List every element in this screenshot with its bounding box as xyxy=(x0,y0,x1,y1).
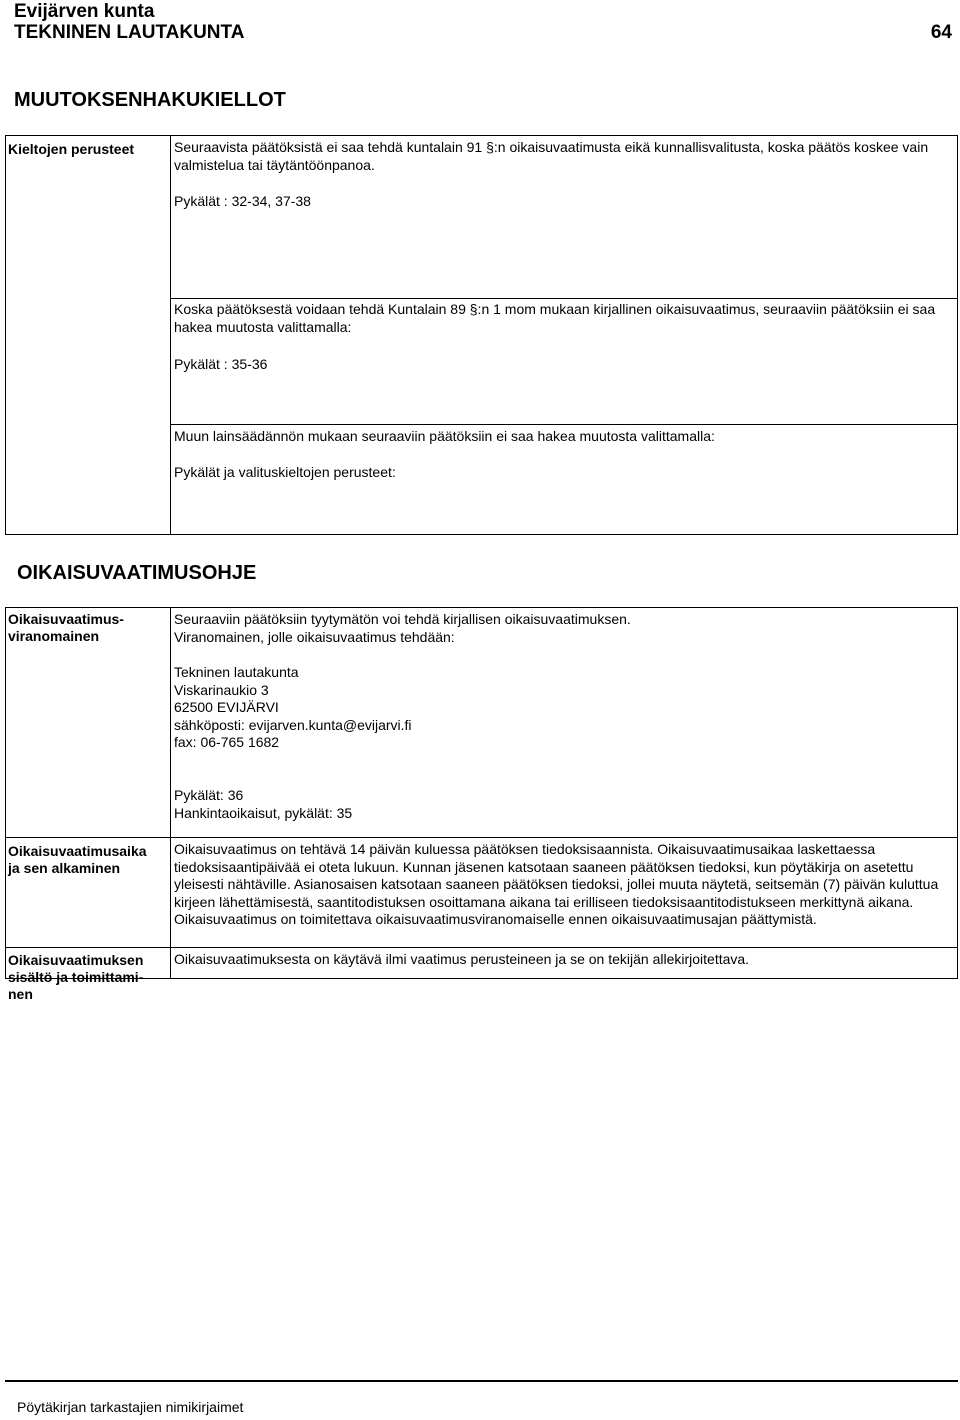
municipality-name: Evijärven kunta xyxy=(14,1,155,22)
bans-sections-2: Pykälät : 35-36 xyxy=(174,356,268,372)
section-title-appeal-bans: MUUTOKSENHAKUKIELLOT xyxy=(14,89,286,111)
table-divider xyxy=(170,607,171,979)
bans-sections-3: Pykälät ja valituskieltojen perusteet: xyxy=(174,464,396,480)
authority-address: Tekninen lautakunta Viskarinaukio 3 62500 EVIJÄRVI sähköposti: evijarven.kunta@evijarvi.fi fax: 06-765 1682 xyxy=(174,664,412,750)
board-name: TEKNINEN LAUTAKUNTA xyxy=(14,22,245,43)
section-title-appeal-instructions: OIKAISUVAATIMUSOHJE xyxy=(17,562,257,584)
appeal-content-label: Oikaisuvaatimuksen sisältö ja toimittami- nen xyxy=(8,952,144,1002)
authority-label: Oikaisuvaatimus- viranomainen xyxy=(8,611,124,644)
bans-paragraph-3: Muun lainsäädännön mukaan seuraaviin päätöksiin ei saa hakea muutosta valittamalla: xyxy=(174,428,715,444)
row-divider xyxy=(170,424,958,425)
signatures-label: Pöytäkirjan tarkastajien nimikirjaimet xyxy=(17,1399,244,1415)
row-divider xyxy=(5,837,958,838)
appeal-period-label: Oikaisuvaatimusaika ja sen alkaminen xyxy=(8,843,147,876)
bans-label: Kieltojen perusteet xyxy=(8,141,135,157)
bans-paragraph-2: Koska päätöksestä voidaan tehdä Kuntalain 89 §:n 1 mom mukaan kirjallinen oikaisuvaatimus, seuraaviin päätöksiin ei saa hakea muutosta valittamalla: xyxy=(174,301,936,335)
authority-intro: Seuraaviin päätöksiin tyytymätön voi tehdä kirjallisen oikaisuvaatimuksen. Viranomainen, jolle oikaisuvaatimus tehdään: xyxy=(174,611,631,645)
bans-paragraph-1: Seuraavista päätöksistä ei saa tehdä kuntalain 91 §:n oikaisuvaatimusta eikä kunnallisvalitusta, koska päätös koskee vain valmistelua tai täytäntöönpanoa. xyxy=(174,139,929,173)
row-divider xyxy=(5,947,958,948)
appeal-period-text: Oikaisuvaatimus on tehtävä 14 päivän kuluessa päätöksen tiedoksisaannista. Oikaisuvaatimusaikaa laskettaessa tiedoksisaantipäivää ei oteta lukuun. Kunnan jäsenen katsotaan saaneen päätöksen tiedoksi, kun pöytäkirja on asetettu yleisesti nähtäville. Asianosaisen katsotaan saaneen päätöksen tiedoksi, jollei muuta näytetä, seitsemän (7) päivän kuluttua kirjeen lähettämisestä, saantitodistuksen osoittamana aikana tai erilliseen tiedoksisaantitodistukseen merkittynä aikana. Oikaisuvaatimus on toimitettava oikaisuvaatimusviranomaiselle ennen oikaisuvaatimusajan päättymistä. xyxy=(174,841,939,927)
authority-sections: Pykälät: 36 Hankintaoikaisut, pykälät: 35 xyxy=(174,787,353,821)
page-number: 64 xyxy=(930,22,952,43)
row-divider xyxy=(170,298,958,299)
table-divider xyxy=(170,135,171,535)
bans-sections-1: Pykälät : 32-34, 37-38 xyxy=(174,193,311,209)
appeal-content-text: Oikaisuvaatimuksesta on käytävä ilmi vaatimus perusteineen ja se on tekijän allekirjoitettava. xyxy=(174,951,750,967)
footer-line xyxy=(5,1380,958,1382)
